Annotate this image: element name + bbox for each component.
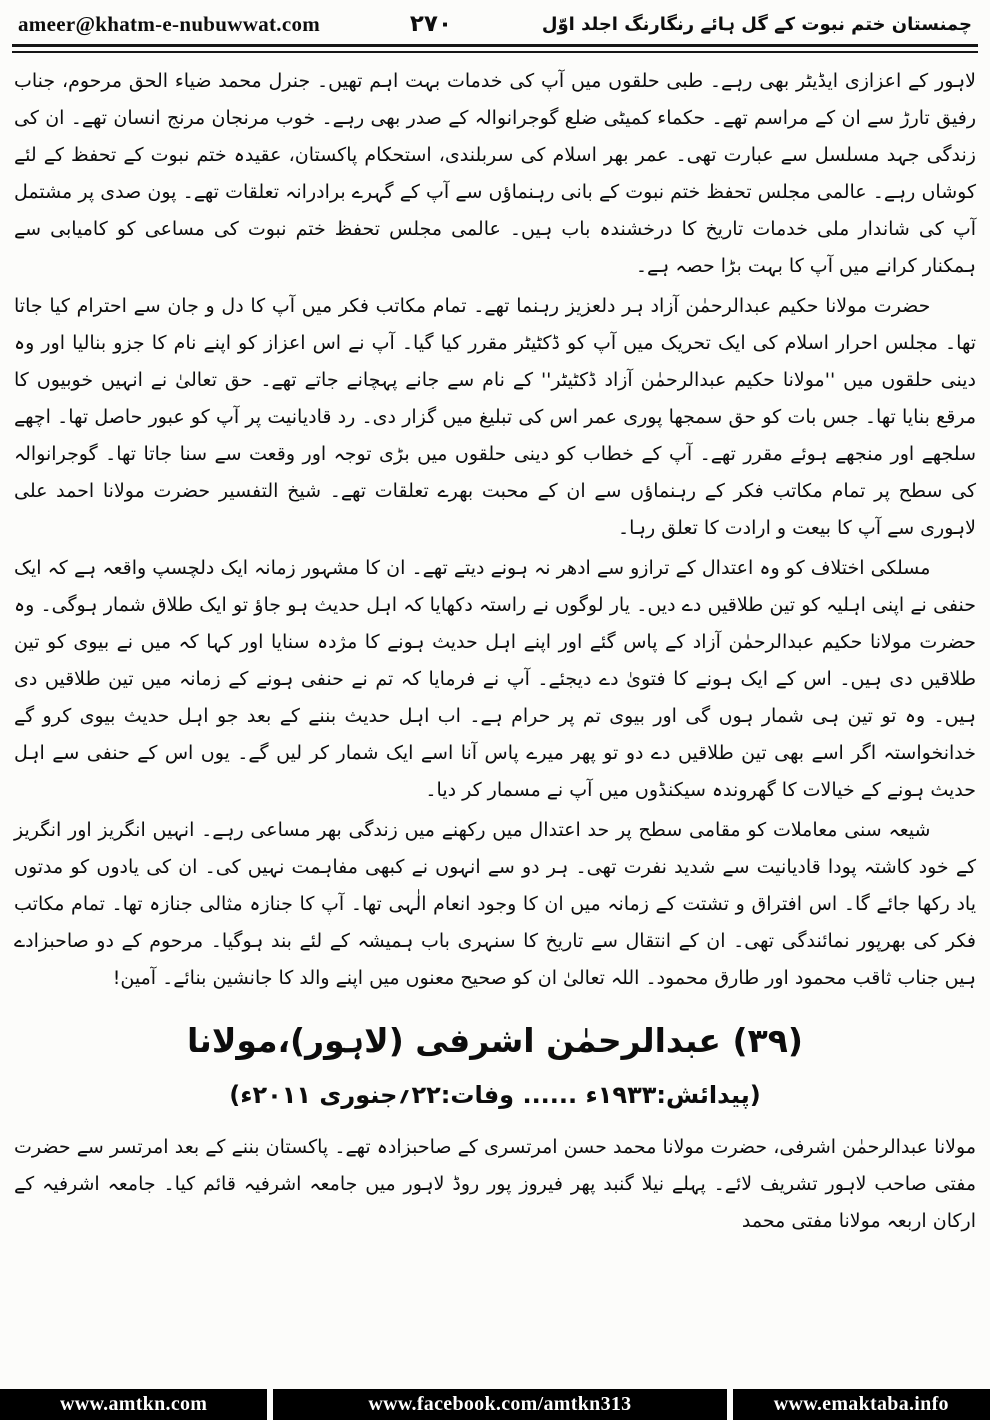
page-number: ۲۷۰	[409, 11, 452, 37]
footer-url-emaktaba: www.emaktaba.info	[733, 1389, 990, 1420]
page-header	[12, 6, 978, 42]
book-title: چمنستان ختم نبوت کے گل ہائے رنگارنگ اجلد اوّل	[541, 13, 972, 35]
header-divider-rule	[12, 44, 978, 53]
body-paragraph: شیعہ سنی معاملات کو مقامی سطح پر حد اعتدال میں رکھنے میں زندگی بھر مساعی رہے۔ انہیں انگریز اور انگریز کے خود کاشتہ پودا قادیانیت سے شدید نفرت تھی۔ ہر دو سے انہوں نے کبھی مفاہمت نہیں کی۔ ان کی یادوں کو مدتوں یاد رکھا جائے گا۔ اس افتراق و تشتت کے زمانہ میں ان کا وجود انعام الٰہی تھا۔ آپ کا جنازہ مثالی جنازہ تھا۔ تمام مکاتب فکر کی بھرپور نمائندگی تھی۔ ان کے انتقال سے تاریخ کا سنہری باب ہمیشہ کے لئے بند ہوگیا۔ مرحوم کے دو صاحبزادے ہیں جناب ثاقب محمود اور طارق محمود۔ اللہ تعالیٰ ان کو صحیح معنوں میں اپنے والد کا جانشین بنائے۔ آمین!	[14, 819, 976, 989]
body-paragraph: لاہور کے اعزازی ایڈیٹر بھی رہے۔ طبی حلقوں میں آپ کی خدمات بہت اہم تھیں۔ جنرل محمد ضیاء الحق مرحوم، جناب رفیق تارڑ سے ان کے مراسم تھے۔ حکماء کمیٹی ضلع گوجرانوالہ کے صدر بھی رہے۔ خوب مرنجان مرنج انسان تھے۔ ان کی زندگی جہد مسلسل سے عبارت تھی۔ عمر بھر اسلام کی سربلندی، استحکام پاکستان، عقیدہ ختم نبوت کے تحفظ کے لئے کوشاں رہے۔ عالمی مجلس تحفظ ختم نبوت کے بانی رہنماؤں سے آپ کے گہرے برادرانہ تعلقات تھے۔ پون صدی پر مشتمل آپ کی شاندار ملی خدمات تاریخ کا درخشندہ باب ہیں۔ عالمی مجلس تحفظ ختم نبوت کی مساعی کو کامیابی سے ہمکنار کرانے میں آپ کا بہت بڑا حصہ ہے۔	[14, 70, 976, 277]
page-footer	[0, 1389, 990, 1420]
footer-url-amtkn: www.amtkn.com	[0, 1389, 267, 1420]
page-body	[12, 61, 978, 1385]
birth-death-line: (پیدائش:۱۹۳۳ء ...... وفات:۲۲؍جنوری ۲۰۱۱ء)	[229, 1081, 761, 1109]
body-paragraph: حضرت مولانا حکیم عبدالرحمٰن آزاد ہر دلعزیز رہنما تھے۔ تمام مکاتب فکر میں آپ کا دل و جان سے احترام کیا جاتا تھا۔ مجلس احرار اسلام کی ایک تحریک میں آپ کو ڈکٹیٹر مقرر کیا گیا۔ آپ نے اس اعزاز کو اپنے نام کا جزو بنالیا اور وہ دینی حلقوں میں ''مولانا حکیم عبدالرحمٰن آزاد ڈکٹیٹر'' کے نام سے جانے پہچانے جاتے تھے۔ حق تعالیٰ نے انہیں خوبیوں کا مرقع بنایا تھا۔ جس بات کو حق سمجھا پوری عمر اس کی تبلیغ میں گزار دی۔ رد قادیانیت پر آپ کو عبور حاصل تھا۔ اچھے سلجھے اور منجھے ہوئے مقرر تھے۔ آپ کے خطاب کو دینی حلقوں میں بڑی توجہ اور وقعت سے سنا جاتا تھا۔ گوجرانوالہ کی سطح پر تمام مکاتب فکر کے رہنماؤں سے ان کے محبت بھرے تعلقات تھے۔ شیخ التفسیر حضرت مولانا احمد علی لاہوری سے آپ کا بیعت و ارادت کا تعلق رہا۔	[14, 295, 976, 539]
body-paragraph: مولانا عبدالرحمٰن اشرفی، حضرت مولانا محمد حسن امرتسری کے صاحبزادہ تھے۔ پاکستان بننے کے بعد امرتسر سے حضرت مفتی صاحب لاہور تشریف لائے۔ پہلے نیلا گنبد پھر فیروز پور روڈ لاہور میں جامعہ اشرفیہ قائم کیا۔ جامعہ اشرفیہ کے ارکان اربعہ مولانا مفتی محمد	[14, 1136, 976, 1232]
footer-url-facebook: www.facebook.com/amtkn313	[273, 1389, 726, 1420]
section-heading: (۳۹) عبدالرحمٰن اشرفی (لاہور)،مولانا	[187, 1021, 803, 1060]
header-email: ameer@khatm-e-nubuwwat.com	[18, 11, 321, 36]
body-paragraph: مسلکی اختلاف کو وہ اعتدال کے ترازو سے ادھر نہ ہونے دیتے تھے۔ ان کا مشہور زمانہ ایک دلچسپ واقعہ ہے کہ ایک حنفی نے اپنی اہلیہ کو تین طلاقیں دے دیں۔ یار لوگوں نے راستہ دکھایا کہ اہل حدیث ہو جاؤ تو ایک طلاق شمار ہوگی۔ وہ حضرت مولانا حکیم عبدالرحمٰن آزاد کے پاس گئے اور اپنے اہل حدیث ہونے کا مژدہ سنایا اور کہا کہ میں نے بیوی کو تین طلاقیں دی ہیں۔ اس کے ایک ہونے کا فتویٰ دے دیجئے۔ آپ نے فرمایا کہ تم نے حنفی ہونے کے زمانہ میں تین طلاقیں دی ہیں۔ وہ تو تین ہی شمار ہوں گی اور بیوی تم پر حرام ہے۔ اب اہل حدیث بننے کے بعد جو اہل حدیث بیوی کرو گے خدانخواستہ اگر اسے بھی تین طلاقیں دے دو تو پھر میرے پاس آنا اسے ایک شمار کر لیں گے۔ یوں اس کے حنفی سے اہل حدیث ہونے کے خیالات کا گھروندہ سیکنڈوں میں آپ نے مسمار کر دیا۔	[14, 557, 976, 801]
